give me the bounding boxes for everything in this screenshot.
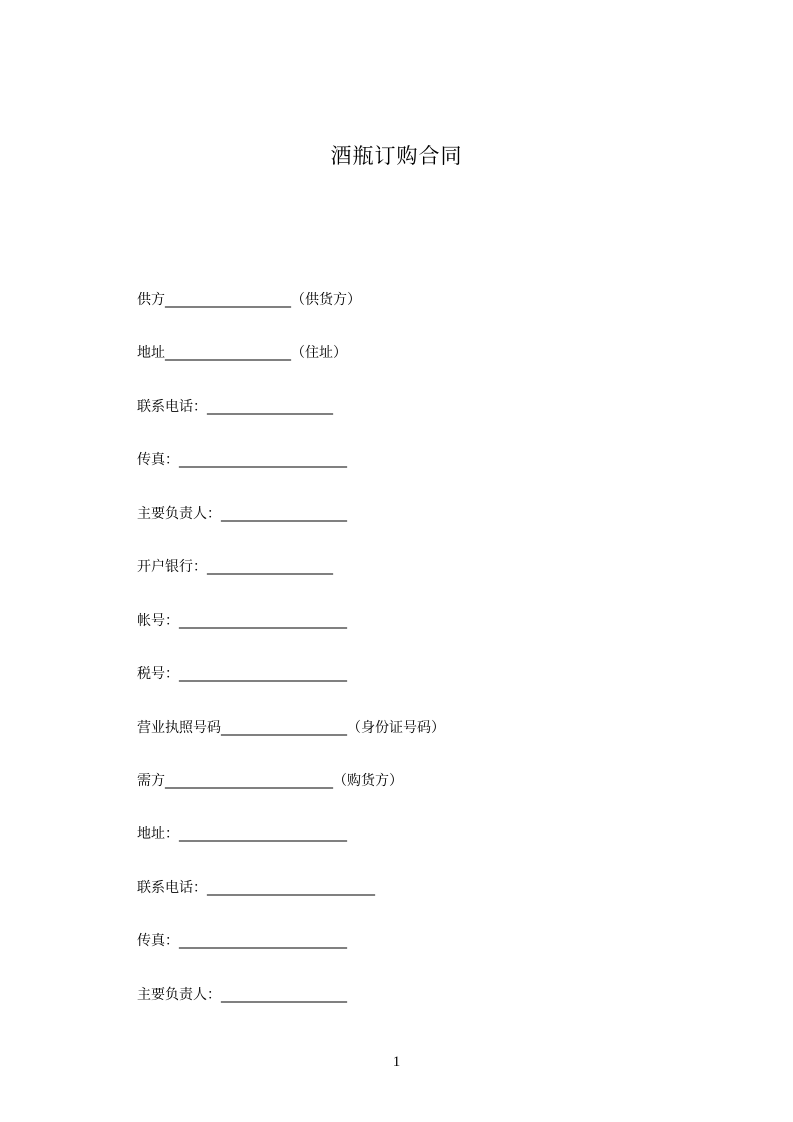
- field-label: 营业执照号码: [137, 720, 221, 736]
- field-suffix: （供货方）: [291, 292, 361, 308]
- field-label: 联系电话：: [137, 880, 207, 896]
- fill-blank: ________________________: [179, 452, 347, 468]
- field-supplier-phone: [137, 395, 333, 419]
- field-supplier: [137, 288, 361, 312]
- fill-blank: ________________________: [179, 613, 347, 629]
- fill-blank: __________________: [221, 720, 347, 736]
- fill-blank: __________________: [207, 559, 333, 575]
- field-buyer-address: [137, 822, 347, 846]
- field-label: 地址: [137, 345, 165, 361]
- fill-blank: __________________: [165, 292, 291, 308]
- fill-blank: ________________________: [207, 880, 375, 896]
- field-buyer-contact: [137, 983, 347, 1007]
- field-label: 传真：: [137, 933, 179, 949]
- fill-blank: ________________________: [179, 826, 347, 842]
- fill-blank: ________________________: [165, 773, 333, 789]
- field-label: 主要负责人：: [137, 987, 221, 1003]
- field-supplier-bank: [137, 555, 333, 579]
- field-supplier-address: [137, 341, 347, 365]
- field-label: 开户银行：: [137, 559, 207, 575]
- fill-blank: __________________: [207, 399, 333, 415]
- field-label: 帐号：: [137, 613, 179, 629]
- fill-blank: __________________: [221, 987, 347, 1003]
- document-title: 酒瓶订购合同: [330, 144, 463, 168]
- field-buyer-fax: [137, 929, 347, 953]
- field-label: 税号：: [137, 666, 179, 682]
- field-label: 传真：: [137, 452, 179, 468]
- field-label: 需方: [137, 773, 165, 789]
- fill-blank: ________________________: [179, 666, 347, 682]
- fill-blank: __________________: [221, 506, 347, 522]
- fill-blank: __________________: [165, 345, 291, 361]
- field-suffix: （住址）: [291, 345, 347, 361]
- field-supplier-license: [137, 716, 445, 740]
- field-label: 主要负责人：: [137, 506, 221, 522]
- field-label: 供方: [137, 292, 165, 308]
- field-suffix: （购货方）: [333, 773, 403, 789]
- field-buyer-phone: [137, 876, 375, 900]
- field-suffix: （身份证号码）: [347, 720, 445, 736]
- fill-blank: ________________________: [179, 933, 347, 949]
- field-buyer: [137, 769, 403, 793]
- field-supplier-account: [137, 609, 347, 633]
- field-supplier-contact: [137, 502, 347, 526]
- page-number: 1: [392, 1054, 401, 1070]
- field-label: 联系电话：: [137, 399, 207, 415]
- field-supplier-fax: [137, 448, 347, 472]
- field-label: 地址：: [137, 826, 179, 842]
- field-supplier-tax-id: [137, 662, 347, 686]
